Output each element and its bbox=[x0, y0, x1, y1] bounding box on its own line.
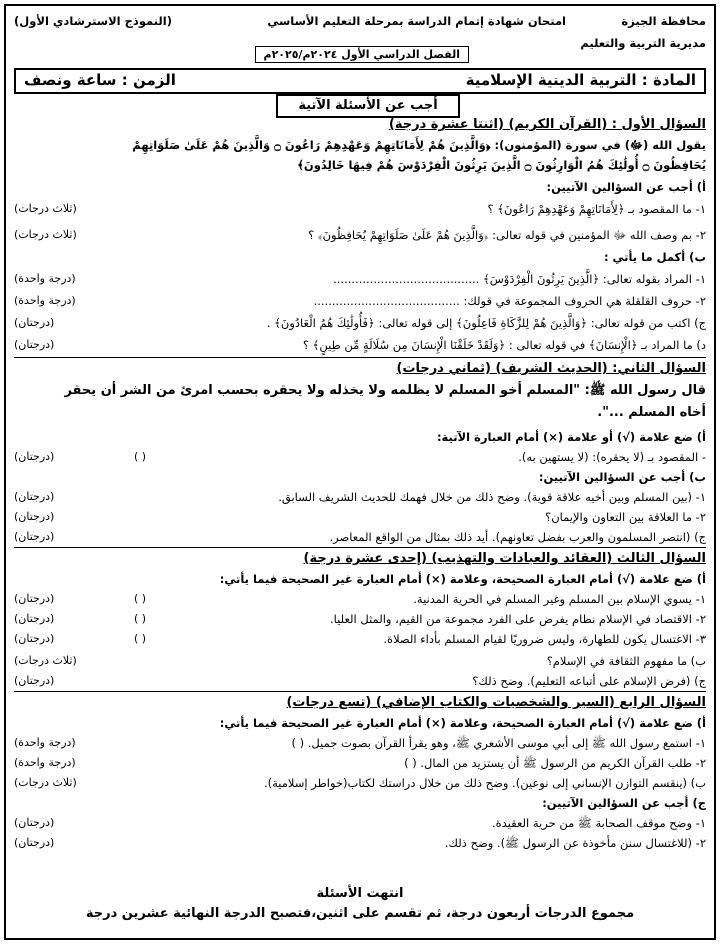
q4-c2-marks: (درجتان) bbox=[14, 836, 55, 849]
q3-a-title: أ) ضع علامة (√) أمام العبارة الصحيحة، وعلامة (×) أمام العبارة غير الصحيحة فيما يأتي: bbox=[219, 572, 706, 586]
q1-a1: ١- ما المقصود بـ ﴿لِأَمَانَاتِهِمْ وَعَهْدِهِمْ رَاعُونَ﴾ ؟ bbox=[487, 202, 706, 216]
q1-c: ج) اكتب من قوله تعالى: ﴿وَالَّذِينَ هُمْ لِلزَّكَاةِ فَاعِلُونَ﴾ إلى قوله تعالى: ﴿فَأُولَٰئِكَ هُمُ الْعَادُونَ﴾ . bbox=[266, 316, 706, 330]
q4-c1: ١- وضح موقف الصحابة ﷺ من حرية العقيدة. bbox=[491, 816, 706, 830]
q3-a3-answer-box: ( ) bbox=[134, 632, 147, 645]
q4-a2: ٢- طلب القرآن الكريم من الرسول ﷺ أن يستزيد من المال. ( ) bbox=[404, 756, 706, 770]
q2-hadith-line1: قال رسول الله ﷺ: "المسلم أخو المسلم لا يظلمه ولا يخذله ولا يحقره بحسب امرئ من الشر أن يحقر bbox=[64, 383, 706, 398]
q1-b2: ٢- حروف القلقلة هي الحروف المجموعة في قولك: ........................................ bbox=[313, 294, 706, 308]
total-marks-note: مجموع الدرجات أربعون درجة، ثم تقسم على اثنين،فتصبح الدرجة النهائية عشرين درجة bbox=[85, 906, 635, 921]
q3-a3-marks: (درجتان) bbox=[14, 632, 55, 645]
q4-c2: ٢- (للاغتسال سنن مأخوذة عن الرسول ﷺ). وضح ذلك. bbox=[444, 836, 706, 850]
governorate: محافظة الجيزة bbox=[621, 14, 706, 28]
q3-c: ج) (فرض الإسلام على أتباعه التعليم). وضح ذلك؟ bbox=[472, 674, 706, 688]
q3-a1-answer-box: ( ) bbox=[134, 592, 147, 605]
q4-a2-marks: (درجة واحدة) bbox=[14, 756, 76, 769]
q1-b1: ١- المراد بقوله تعالى: ﴿الَّذِينَ يَرِثُونَ الْفِرْدَوْسَ﴾ ........................................ bbox=[333, 272, 706, 286]
end-of-questions: انتهت الأسئلة bbox=[316, 886, 404, 901]
q4-c1-marks: (درجتان) bbox=[14, 816, 55, 829]
q4-title: السؤال الرابع (السير والشخصيات والكتاب الإضافي) (تسع درجات) bbox=[286, 695, 706, 710]
q1-b-title: ب) أكمل ما يأتي : bbox=[603, 250, 706, 264]
q2-hadith-line2: أخاه المسلم ...". bbox=[597, 405, 706, 420]
q3-b: ب) ما مفهوم الثقافة في الإسلام؟ bbox=[546, 654, 706, 668]
q3-c-marks: (درجتان) bbox=[14, 674, 55, 687]
q2-b1-marks: (درجتان) bbox=[14, 490, 55, 503]
q1-a2-marks: (ثلاث درجات) bbox=[14, 228, 77, 241]
q3-a2: ٢- الاقتصاد في الإسلام نظام يفرض على الفرد مجموعة من القيم، والمثل العليا. bbox=[330, 612, 706, 626]
exam-page bbox=[4, 4, 716, 940]
answer-instruction: أجب عن الأسئلة الآتية bbox=[276, 94, 460, 118]
subject-bar bbox=[14, 68, 706, 94]
q3-a1-marks: (درجتان) bbox=[14, 592, 55, 605]
q2-a1-answer-box: ( ) bbox=[134, 450, 147, 463]
q2-title: السؤال الثاني: (الحديث الشريف) (ثماني درجات) bbox=[396, 361, 706, 376]
q2-a1-marks: (درجتان) bbox=[14, 450, 55, 463]
q4-b-marks: (ثلاث درجات) bbox=[14, 776, 77, 789]
q2-c: ج) (انتصر المسلمون والعرب بفضل تعاونهم). أيد ذلك بمثال من الواقع المعاصر. bbox=[329, 530, 706, 544]
q3-a2-marks: (درجتان) bbox=[14, 612, 55, 625]
q1-a2: ٢- بم وصف الله ﷻ المؤمنين في قوله تعالى: ﴿وَالَّذِينَ هُمْ عَلَىٰ صَلَوَاتِهِمْ يُحَافِظُونَ﴾ ؟ bbox=[308, 228, 706, 242]
q1-a1-marks: (ثلاث درجات) bbox=[14, 202, 77, 215]
directorate: مديرية التربية والتعليم bbox=[580, 36, 706, 50]
q1-verse-line1: يقول الله (ﷻ) في سورة (المؤمنون): ﴿وَالَّذِينَ هُمْ لِأَمَانَاتِهِمْ وَعَهْدِهِمْ رَاعُونَ ۝ وَالَّذِينَ هُمْ عَلَىٰ صَلَوَاتِهِمْ bbox=[132, 138, 706, 152]
divider bbox=[14, 691, 706, 692]
q4-b: ب) (ينقسم التوازن الإنساني إلى نوعين). وضح ذلك من خلال دراستك لكتاب(خواطر إسلامية). bbox=[263, 776, 706, 790]
q1-c-marks: (درجتان) bbox=[14, 316, 55, 329]
q2-a-title: أ) ضع علامة (√) أو علامة (×) أمام العبارة الآتية: bbox=[436, 430, 706, 444]
divider bbox=[14, 547, 706, 548]
q2-b1: ١- (بين المسلم وبين أخيه علاقة قوية). وضح ذلك من خلال فهمك للحديث الشريف السابق. bbox=[278, 490, 706, 504]
q3-a3: ٣- الاغتسال يكون للطهارة، وليس ضروريًا لقيام المسلم بأداء الصلاة. bbox=[383, 632, 706, 646]
exam-title: امتحان شهادة إتمام الدراسة بمرحلة التعليم الأساسي bbox=[267, 14, 566, 28]
q3-a1: ١- يسوي الإسلام بين المسلم وغير المسلم في الحرية المدنية. bbox=[413, 592, 706, 606]
q2-c-marks: (درجتان) bbox=[14, 530, 55, 543]
q1-d-marks: (درجتان) bbox=[14, 338, 55, 351]
q3-title: السؤال الثالث (العقائد والعبادات والتهذيب) (إحدى عشرة درجة) bbox=[303, 551, 706, 566]
subject-name: المادة : التربية الدينية الإسلامية bbox=[465, 71, 696, 89]
q2-b-title: ب) أجب عن السؤالين الآتيين: bbox=[538, 470, 706, 484]
q4-c-title: ج) أجب عن السؤالين الآتيين: bbox=[542, 796, 706, 810]
q2-b2-marks: (درجتان) bbox=[14, 510, 55, 523]
q1-b2-marks: (درجة واحدة) bbox=[14, 294, 76, 307]
q2-a1: - المقصود بـ (لا يحقره): (لا يستهين به). bbox=[518, 450, 706, 464]
q1-b1-marks: (درجة واحدة) bbox=[14, 272, 76, 285]
q1-d: د) ما المراد بـ ﴿الْإِنسَانَ﴾ في قوله تعالى : ﴿وَلَقَدْ خَلَقْنَا الْإِنسَانَ مِن سُلَالَةٍ مِّن طِينٍ﴾ ؟ bbox=[302, 338, 706, 352]
q1-verse-line2: يُحَافِظُونَ ۝ أُولَٰئِكَ هُمُ الْوَارِثُونَ ۝ الَّذِينَ يَرِثُونَ الْفِرْدَوْسَ هُمْ فِيهَا خَالِدُونَ﴾ bbox=[297, 158, 706, 172]
q3-b-marks: (ثلاث درجات) bbox=[14, 654, 77, 667]
semester-label: الفصل الدراسي الأول ٢٠٢٤م/٢٠٢٥م bbox=[255, 46, 470, 63]
exam-duration: الزمن : ساعة ونصف bbox=[24, 71, 176, 89]
q3-a2-answer-box: ( ) bbox=[134, 612, 147, 625]
q1-a-title: أ) أجب عن السؤالين الآتيين: bbox=[546, 180, 706, 194]
model-label: (النموذج الاسترشادي الأول) bbox=[14, 14, 172, 28]
q4-a1-marks: (درجة واحدة) bbox=[14, 736, 76, 749]
q4-a1: ١- استمع رسول الله ﷺ إلى أبي موسى الأشعري ﷺ، وهو يقرأ القرآن بصوت جميل. ( ) bbox=[291, 736, 706, 750]
q2-b2: ٢- ما العلاقة بين التعاون والإيمان؟ bbox=[545, 510, 706, 524]
q4-a-title: أ) ضع علامة (√) أمام العبارة الصحيحة، وعلامة (×) أمام العبارة غير الصحيحة فيما يأتي: bbox=[219, 716, 706, 730]
q1-title: السؤال الأول : (القرآن الكريم) (اثنتا عشرة درجة) bbox=[388, 117, 706, 132]
divider bbox=[14, 357, 706, 358]
